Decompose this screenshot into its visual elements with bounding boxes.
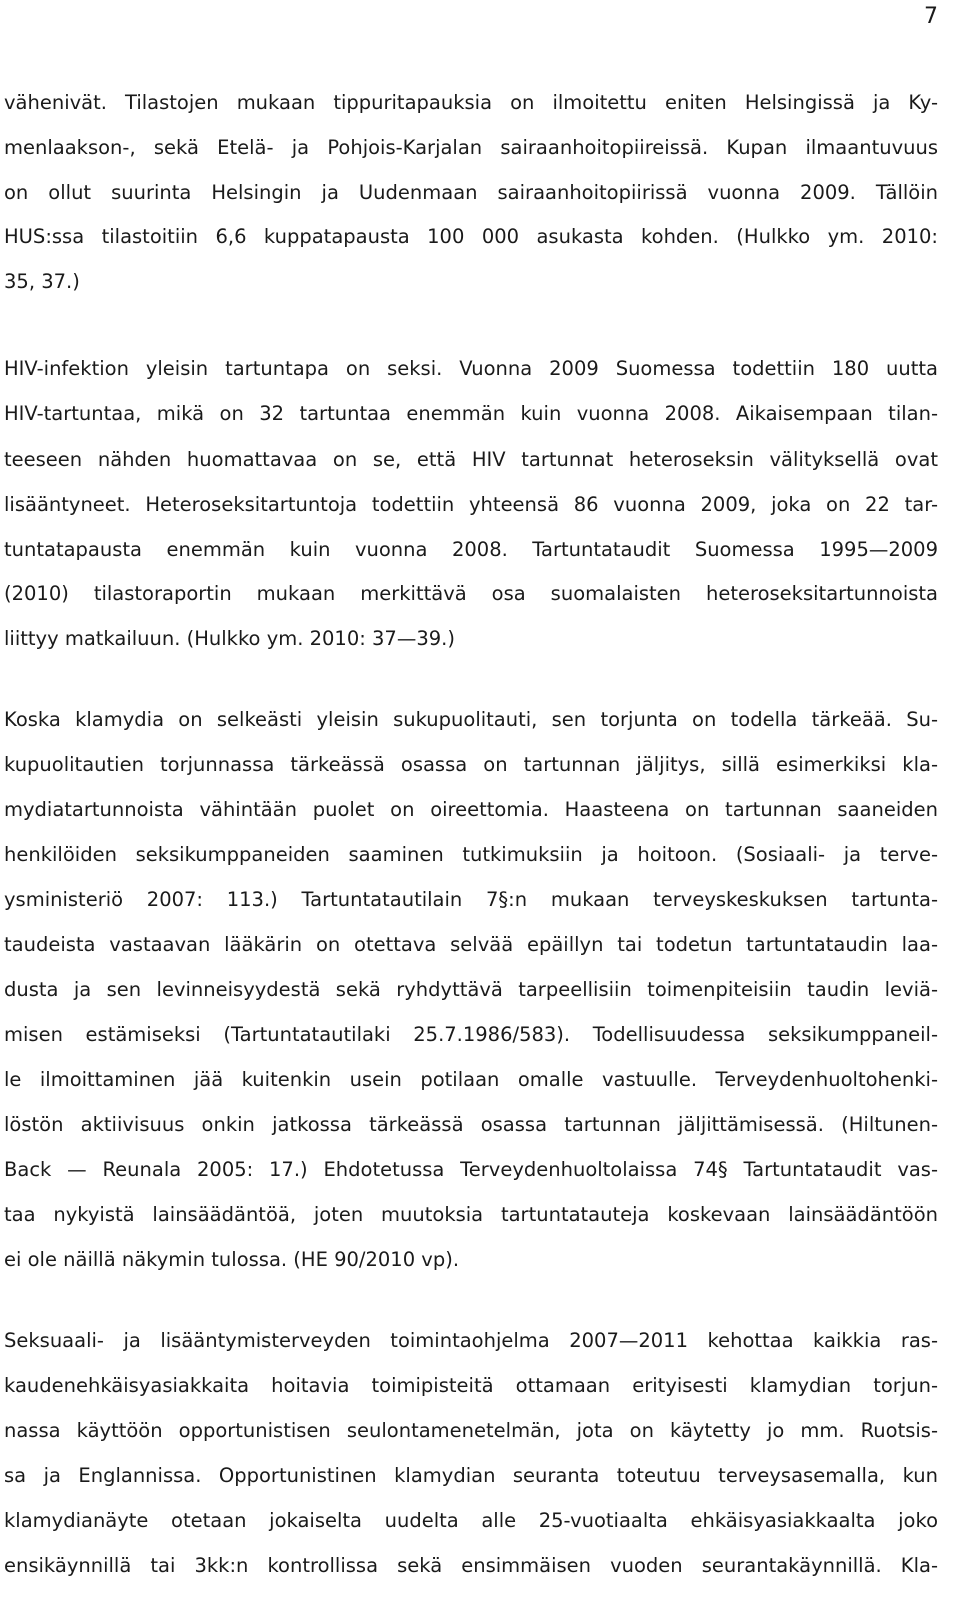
text-line: taudeista vastaavan lääkärin on otettava selvää epäillyn tai todetun tartuntataudin laa-	[4, 933, 938, 956]
text-line: HUS:ssa tilastoitiin 6,6 kuppatapausta 100 000 asukasta kohden. (Hulkko ym. 2010:	[4, 225, 938, 248]
text-line: kaudenehkäisyasiakkaita hoitavia toimipisteitä ottamaan erityisesti klamydian torjun-	[4, 1374, 938, 1397]
page-number: 7	[924, 4, 938, 29]
text-line: (2010) tilastoraportin mukaan merkittävä osa suomalaisten heteroseksitartunnoista	[4, 582, 938, 605]
text-line: vähenivät. Tilastojen mukaan tippuritapauksia on ilmoitettu eniten Helsingissä ja Ky-	[4, 91, 938, 114]
text-line: misen estämiseksi (Tartuntatautilaki 25.7.1986/583). Todellisuudessa seksikumppaneil-	[4, 1023, 938, 1046]
text-line: on ollut suurinta Helsingin ja Uudenmaan sairaanhoitopiirissä vuonna 2009. Tällöin	[4, 181, 938, 204]
text-line: HIV-infektion yleisin tartuntapa on seksi. Vuonna 2009 Suomessa todettiin 180 uutta	[4, 357, 938, 380]
text-line: ysministeriö 2007: 113.) Tartuntatautilain 7§:n mukaan terveyskeskuksen tartunta-	[4, 888, 938, 911]
text-line: mydiatartunnoista vähintään puolet on oireettomia. Haasteena on tartunnan saaneiden	[4, 798, 938, 821]
text-line: taa nykyistä lainsäädäntöä, joten muutoksia tartuntatauteja koskevaan lainsäädäntöön	[4, 1203, 938, 1226]
text-line: sa ja Englannissa. Opportunistinen klamydian seuranta toteutuu terveysasemalla, kun	[4, 1464, 938, 1487]
text-line: dusta ja sen levinneisyydestä sekä ryhdyttävä tarpeellisiin toimenpiteisiin taudin leviä-	[4, 978, 938, 1001]
text-line: ensikäynnillä tai 3kk:n kontrollissa sekä ensimmäisen vuoden seurantakäynnillä. Kla-	[4, 1554, 938, 1577]
text-line: kupuolitautien torjunnassa tärkeässä osassa on tartunnan jäljitys, sillä esimerkiksi kla-	[4, 753, 938, 776]
text-line: klamydianäyte otetaan jokaiselta uudelta alle 25-vuotiaalta ehkäisyasiakkaalta joko	[4, 1509, 938, 1532]
text-line: HIV-tartuntaa, mikä on 32 tartuntaa enemmän kuin vuonna 2008. Aikaisempaan tilan-	[4, 402, 938, 425]
text-line: henkilöiden seksikumppaneiden saaminen tutkimuksiin ja hoitoon. (Sosiaali- ja terve-	[4, 843, 938, 866]
text-line: Koska klamydia on selkeästi yleisin sukupuolitauti, sen torjunta on todella tärkeää. Su-	[4, 708, 938, 731]
text-line: liittyy matkailuun. (Hulkko ym. 2010: 37—39.)	[4, 627, 455, 650]
text-line: menlaakson-, sekä Etelä- ja Pohjois-Karjalan sairaanhoitopiireissä. Kupan ilmaantuvuus	[4, 136, 938, 159]
text-line: ei ole näillä näkymin tulossa. (HE 90/2010 vp).	[4, 1248, 460, 1271]
text-line: 35, 37.)	[4, 270, 80, 293]
text-line: lisääntyneet. Heteroseksitartuntoja todettiin yhteensä 86 vuonna 2009, joka on 22 tar-	[4, 493, 938, 516]
text-line: löstön aktiivisuus onkin jatkossa tärkeässä osassa tartunnan jäljittämisessä. (Hiltunen-	[4, 1113, 938, 1136]
text-line: le ilmoittaminen jää kuitenkin usein potilaan omalle vastuulle. Terveydenhuoltohenki-	[4, 1068, 938, 1091]
text-line: teeseen nähden huomattavaa on se, että HIV tartunnat heteroseksin välityksellä ovat	[4, 448, 938, 471]
text-line: Seksuaali- ja lisääntymisterveyden toimintaohjelma 2007—2011 kehottaa kaikkia ras-	[4, 1329, 938, 1352]
text-line: nassa käyttöön opportunistisen seulontamenetelmän, jota on käytetty jo mm. Ruotsis-	[4, 1419, 938, 1442]
text-line: tuntatapausta enemmän kuin vuonna 2008. Tartuntataudit Suomessa 1995—2009	[4, 538, 938, 561]
text-line: Back — Reunala 2005: 17.) Ehdotetussa Terveydenhuoltolaissa 74§ Tartuntataudit vas-	[4, 1158, 938, 1181]
